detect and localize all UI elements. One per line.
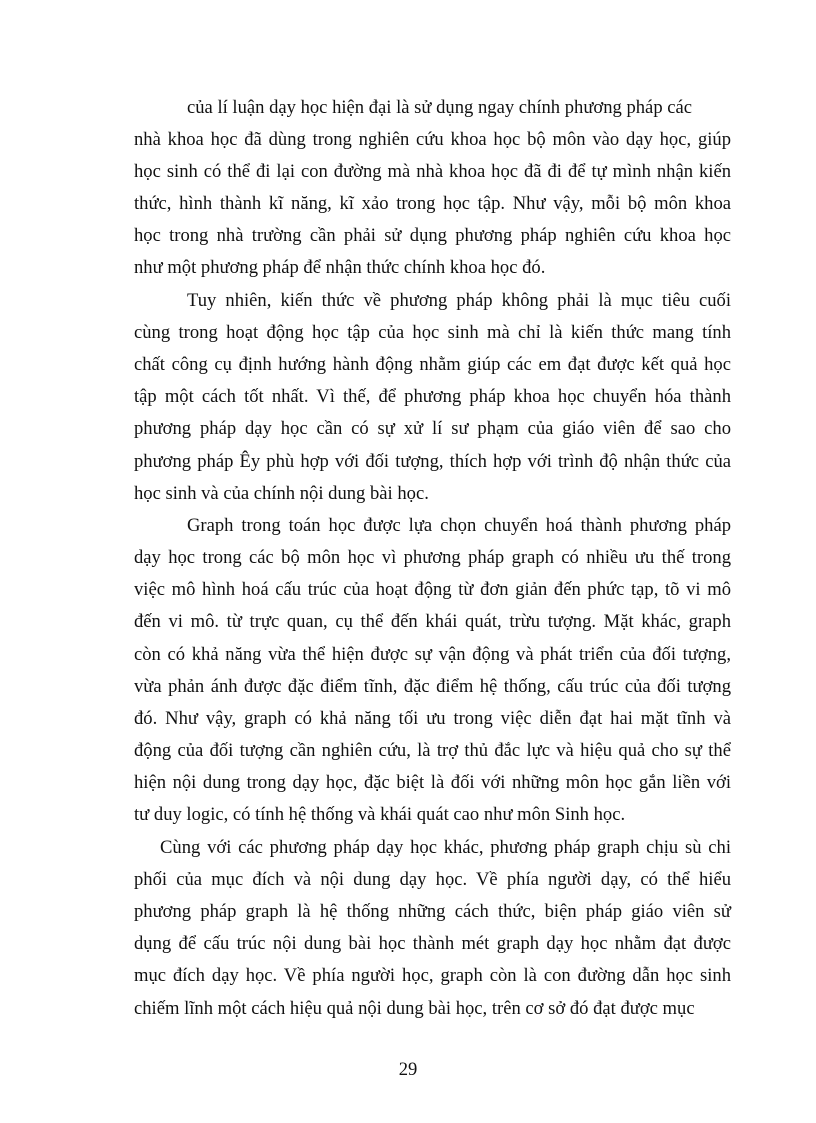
text-line: học trong nhà trường cần phải sử dụng phương pháp nghiên cứu khoa học: [134, 225, 731, 246]
text-line: tập một cách tốt nhất. Vì thế, để phương pháp khoa học chuyển hóa thành: [134, 386, 731, 407]
text-line: vừa phản ánh được đặc điểm tĩnh, đặc điểm hệ thống, cấu trúc của đối tượng: [134, 676, 731, 697]
text-line: động của đối tượng cần nghiên cứu, là trợ thủ đắc lực và hiệu quả cho sự thể: [134, 740, 731, 761]
text-line: phương pháp dạy học cần có sự xử lí sư phạm của giáo viên để sao cho: [134, 418, 731, 439]
text-line: dạy học trong các bộ môn học vì phương pháp graph có nhiều ưu thế trong: [134, 547, 731, 568]
text-line: việc mô hình hoá cấu trúc của hoạt động từ đơn giản đến phức tạp, tõ vi mô: [134, 579, 731, 600]
text-line: học sinh có thể đi lại con đường mà nhà khoa học đã đi để tự mình nhận kiến: [134, 161, 731, 182]
text-line: dụng để cấu trúc nội dung bài học thành mét graph dạy học nhằm đạt được: [134, 933, 731, 954]
text-line: phương pháp graph là hệ thống những cách thức, biện pháp giáo viên sử: [134, 901, 731, 922]
text-line: chất công cụ định hướng hành động nhằm giúp các em đạt được kết quả học: [134, 354, 731, 375]
text-line: còn có khả năng vừa thể hiện được sự vận động và phát triển của đối tượng,: [134, 644, 731, 665]
text-line: Cùng với các phương pháp dạy học khác, phương pháp graph chịu sù chi: [160, 837, 731, 858]
page-number: 29: [398, 1059, 418, 1080]
text-line: đến vi mô. từ trực quan, cụ thể đến khái quát, trừu tượng. Mặt khác, graph: [134, 611, 731, 632]
text-line: tư duy logic, có tính hệ thống và khái quát cao như môn Sinh học.: [134, 804, 626, 825]
text-line: nhà khoa học đã dùng trong nghiên cứu khoa học bộ môn vào dạy học, giúp: [134, 129, 731, 150]
text-line: mục đích dạy học. Về phía người học, graph còn là con đường dẫn học sinh: [134, 965, 731, 986]
text-line: hiện nội dung trong dạy học, đặc biệt là đối với những môn học gắn liền với: [134, 772, 731, 793]
text-line: Graph trong toán học được lựa chọn chuyển hoá thành phương pháp: [187, 515, 731, 536]
text-line: Tuy nhiên, kiến thức về phương pháp không phải là mục tiêu cuối: [187, 290, 731, 311]
text-line: học sinh và của chính nội dung bài học.: [134, 483, 429, 504]
text-line: như một phương pháp để nhận thức chính khoa học đó.: [134, 257, 546, 278]
text-line: của lí luận dạy học hiện đại là sử dụng ngay chính phương pháp các: [187, 97, 693, 118]
text-line: cùng trong hoạt động học tập của học sinh mà chỉ là kiến thức mang tính: [134, 322, 731, 343]
text-line: phối của mục đích và nội dung dạy học. Về phía người dạy, có thể hiểu: [134, 869, 731, 890]
text-line: đó. Như vậy, graph có khả năng tối ưu trong việc diễn đạt hai mặt tĩnh và: [134, 708, 731, 729]
text-line: thức, hình thành kĩ năng, kĩ xảo trong học tập. Như vậy, mỗi bộ môn khoa: [134, 193, 731, 214]
text-line: phương pháp Êy phù hợp với đối tượng, thích hợp với trình độ nhận thức của: [134, 451, 731, 472]
text-line: chiếm lĩnh một cách hiệu quả nội dung bài học, trên cơ sở đó đạt được mục: [134, 998, 695, 1019]
